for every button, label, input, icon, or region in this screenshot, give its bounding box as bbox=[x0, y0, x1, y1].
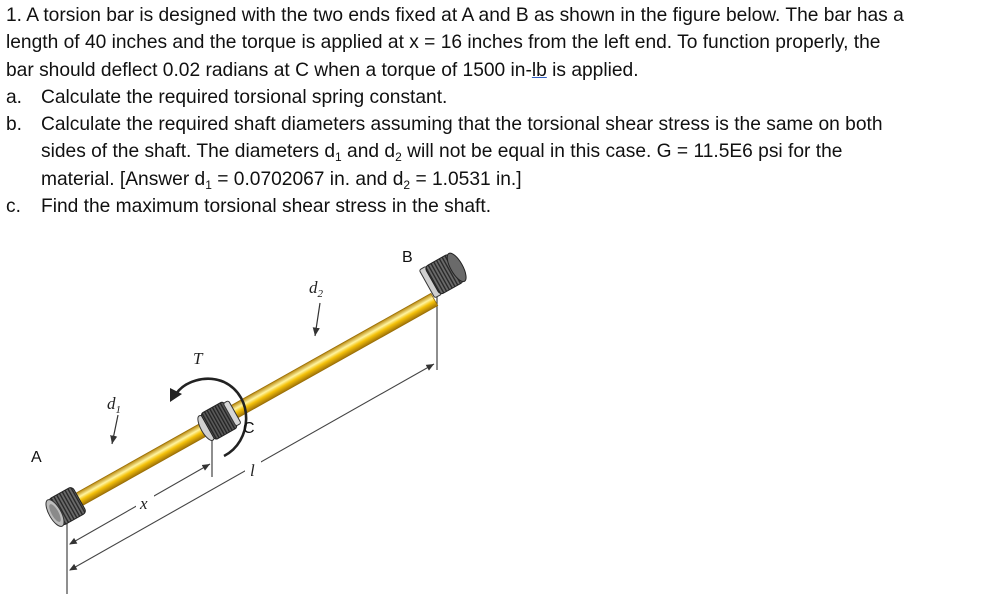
torsion-bar-figure bbox=[0, 232, 520, 600]
part-b-marker: b. bbox=[6, 114, 23, 136]
part-a-text: Calculate the required torsional spring constant. bbox=[41, 86, 448, 108]
label-d1 bbox=[107, 394, 121, 416]
part-b-line-3-p2: = 0.0702067 in. and d bbox=[211, 168, 404, 190]
label-B: B bbox=[402, 249, 413, 266]
part-b-line-2 bbox=[41, 138, 1001, 165]
label-l: l bbox=[250, 461, 255, 480]
fixed-end-B bbox=[419, 250, 470, 297]
d1-subscript: 1 bbox=[335, 150, 342, 165]
d1-pointer-arrow bbox=[112, 415, 118, 444]
label-d2-sub: 2 bbox=[317, 288, 323, 300]
label-T: T bbox=[193, 349, 203, 368]
underlined-unit: lb bbox=[531, 59, 547, 81]
shaft-segment-d2 bbox=[222, 293, 438, 423]
part-a-marker: a. bbox=[6, 86, 23, 108]
answer-d1-subscript: 1 bbox=[205, 177, 212, 192]
problem-statement bbox=[6, 2, 1001, 220]
part-c-text: Find the maximum torsional shear stress in the shaft. bbox=[41, 196, 492, 218]
label-d2-base: d bbox=[309, 278, 318, 297]
label-x: x bbox=[140, 494, 148, 513]
part-c-marker: c. bbox=[6, 196, 21, 218]
label-d2 bbox=[309, 278, 324, 300]
part-b-line-2-p2: and d bbox=[341, 141, 396, 163]
part-a bbox=[6, 84, 1001, 111]
label-C: C bbox=[243, 420, 255, 437]
part-b-line-2-p1: sides of the shaft. The diameters d bbox=[41, 141, 336, 163]
label-A: A bbox=[31, 449, 42, 466]
part-b-line-2-p3: will not be equal in this case. G = 11.5E6 psi for the bbox=[401, 141, 843, 163]
part-c bbox=[6, 193, 1001, 220]
part-b-line-3-p1: material. [Answer d bbox=[41, 168, 206, 190]
intro-line-1: 1. A torsion bar is designed with the two ends fixed at A and B as shown in the figure below. The bar has a bbox=[6, 5, 904, 26]
label-d1-base: d bbox=[107, 394, 116, 413]
part-b-line-1: Calculate the required shaft diameters assuming that the torsional shear stress is the same on both bbox=[41, 114, 883, 136]
part-b-line-3-p3: = 1.0531 in.] bbox=[410, 168, 522, 190]
part-b-line-3 bbox=[41, 166, 1001, 193]
d2-subscript: 2 bbox=[395, 150, 402, 165]
part-b bbox=[6, 111, 1001, 193]
answer-d2-subscript: 2 bbox=[403, 177, 411, 192]
d2-pointer-arrow bbox=[315, 303, 320, 336]
label-d1-sub: 1 bbox=[115, 404, 121, 416]
intro-line-3 bbox=[6, 57, 1001, 84]
intro-line-2: length of 40 inches and the torque is applied at x = 16 inches from the left end. To function properly, the bbox=[6, 32, 881, 54]
intro-line-3-text: bar should deflect 0.02 radians at C when a torque of 1500 in-lb is applied. bbox=[6, 59, 639, 81]
